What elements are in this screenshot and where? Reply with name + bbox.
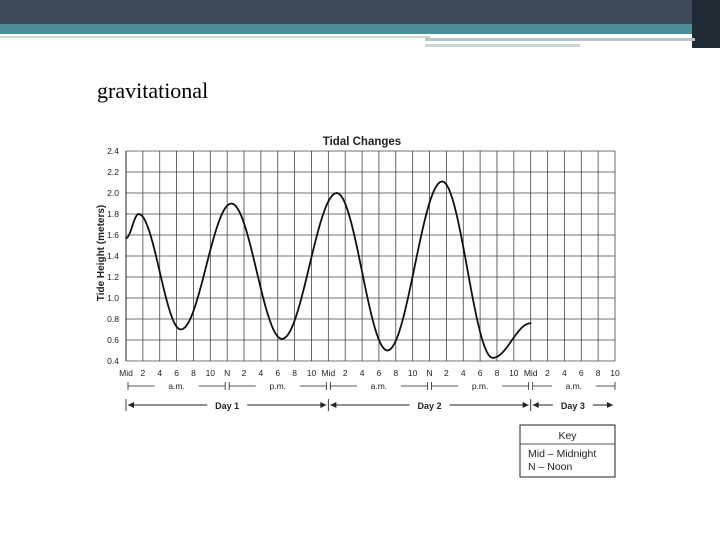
y-tick-label: 2.0 <box>107 188 119 198</box>
arrow-head <box>320 402 326 408</box>
tide-point <box>336 192 338 194</box>
day-label: Day 2 <box>417 401 442 411</box>
arrow-head <box>607 402 613 408</box>
x-tick-label: 10 <box>306 368 317 378</box>
y-tick-label: 2.2 <box>107 167 119 177</box>
x-tick-label: 6 <box>578 368 584 378</box>
period-label: a.m. <box>565 381 583 391</box>
y-tick-label: 1.0 <box>107 293 119 303</box>
tide-point <box>530 322 532 324</box>
arrow-head <box>128 402 134 408</box>
tide-point <box>231 203 233 205</box>
arrow-head <box>523 402 529 408</box>
arrow-head <box>330 402 336 408</box>
y-tick-label: 1.8 <box>107 209 119 219</box>
x-tick-label: 8 <box>494 368 500 378</box>
y-tick-label: 1.4 <box>107 251 119 261</box>
x-tick-label: 4 <box>157 368 163 378</box>
x-tick-label: 6 <box>174 368 179 378</box>
x-tick-label: 4 <box>562 368 567 378</box>
tide-point <box>138 213 140 215</box>
x-tick-label: 10 <box>509 368 519 378</box>
x-tick-label: 2 <box>342 368 348 378</box>
tide-point <box>492 357 494 359</box>
x-tick-label: Mid <box>119 368 133 378</box>
y-tick-label: 2.4 <box>107 146 119 156</box>
y-tick-label: 1.6 <box>107 230 119 240</box>
x-tick-label: 10 <box>407 368 418 378</box>
y-tick-label: 0.6 <box>107 335 119 345</box>
x-tick-label: 8 <box>191 368 196 378</box>
tide-point <box>387 350 389 352</box>
x-tick-label: N <box>224 368 231 378</box>
x-tick-label: N <box>426 368 433 378</box>
x-tick-label: 2 <box>444 368 449 378</box>
day-label: Day 3 <box>560 401 585 411</box>
x-tick-label: 4 <box>258 368 264 378</box>
x-tick-label: 6 <box>275 368 281 378</box>
x-tick-label: 8 <box>292 368 297 378</box>
key-title: Key <box>558 430 577 442</box>
y-tick-label: 1.2 <box>107 272 119 282</box>
x-tick-label: 6 <box>376 368 382 378</box>
tide-point <box>281 338 283 340</box>
y-tick-label: 0.4 <box>107 356 119 366</box>
key-item: N – Noon <box>528 461 573 473</box>
x-tick-label: 8 <box>393 368 399 378</box>
arrow-head <box>533 402 539 408</box>
chart-title: Tidal Changes <box>322 136 402 148</box>
x-tick-label: 6 <box>477 368 483 378</box>
x-tick-label: Mid <box>523 368 538 378</box>
x-tick-label: 8 <box>595 368 601 378</box>
period-label: p.m. <box>269 381 287 391</box>
x-tick-label: 4 <box>460 368 466 378</box>
x-tick-label: Mid <box>321 368 336 378</box>
x-tick-label: 10 <box>610 368 620 378</box>
key-item: Mid – Midnight <box>528 448 597 460</box>
x-tick-label: 4 <box>359 368 365 378</box>
x-tick-label: 10 <box>205 368 216 378</box>
tide-point <box>180 329 182 331</box>
slide-title: gravitational <box>97 78 209 103</box>
x-tick-label: 2 <box>241 368 247 378</box>
y-tick-label: 0.8 <box>107 314 119 324</box>
period-label: p.m. <box>471 381 489 391</box>
tide-point <box>125 237 127 239</box>
tide-point <box>441 181 443 183</box>
period-label: a.m. <box>168 381 185 391</box>
x-tick-label: 2 <box>545 368 550 378</box>
y-axis-label: Tide Height (meters) <box>96 204 107 302</box>
day-label: Day 1 <box>215 401 240 411</box>
x-tick-label: 2 <box>140 368 146 378</box>
period-label: a.m. <box>370 381 388 391</box>
